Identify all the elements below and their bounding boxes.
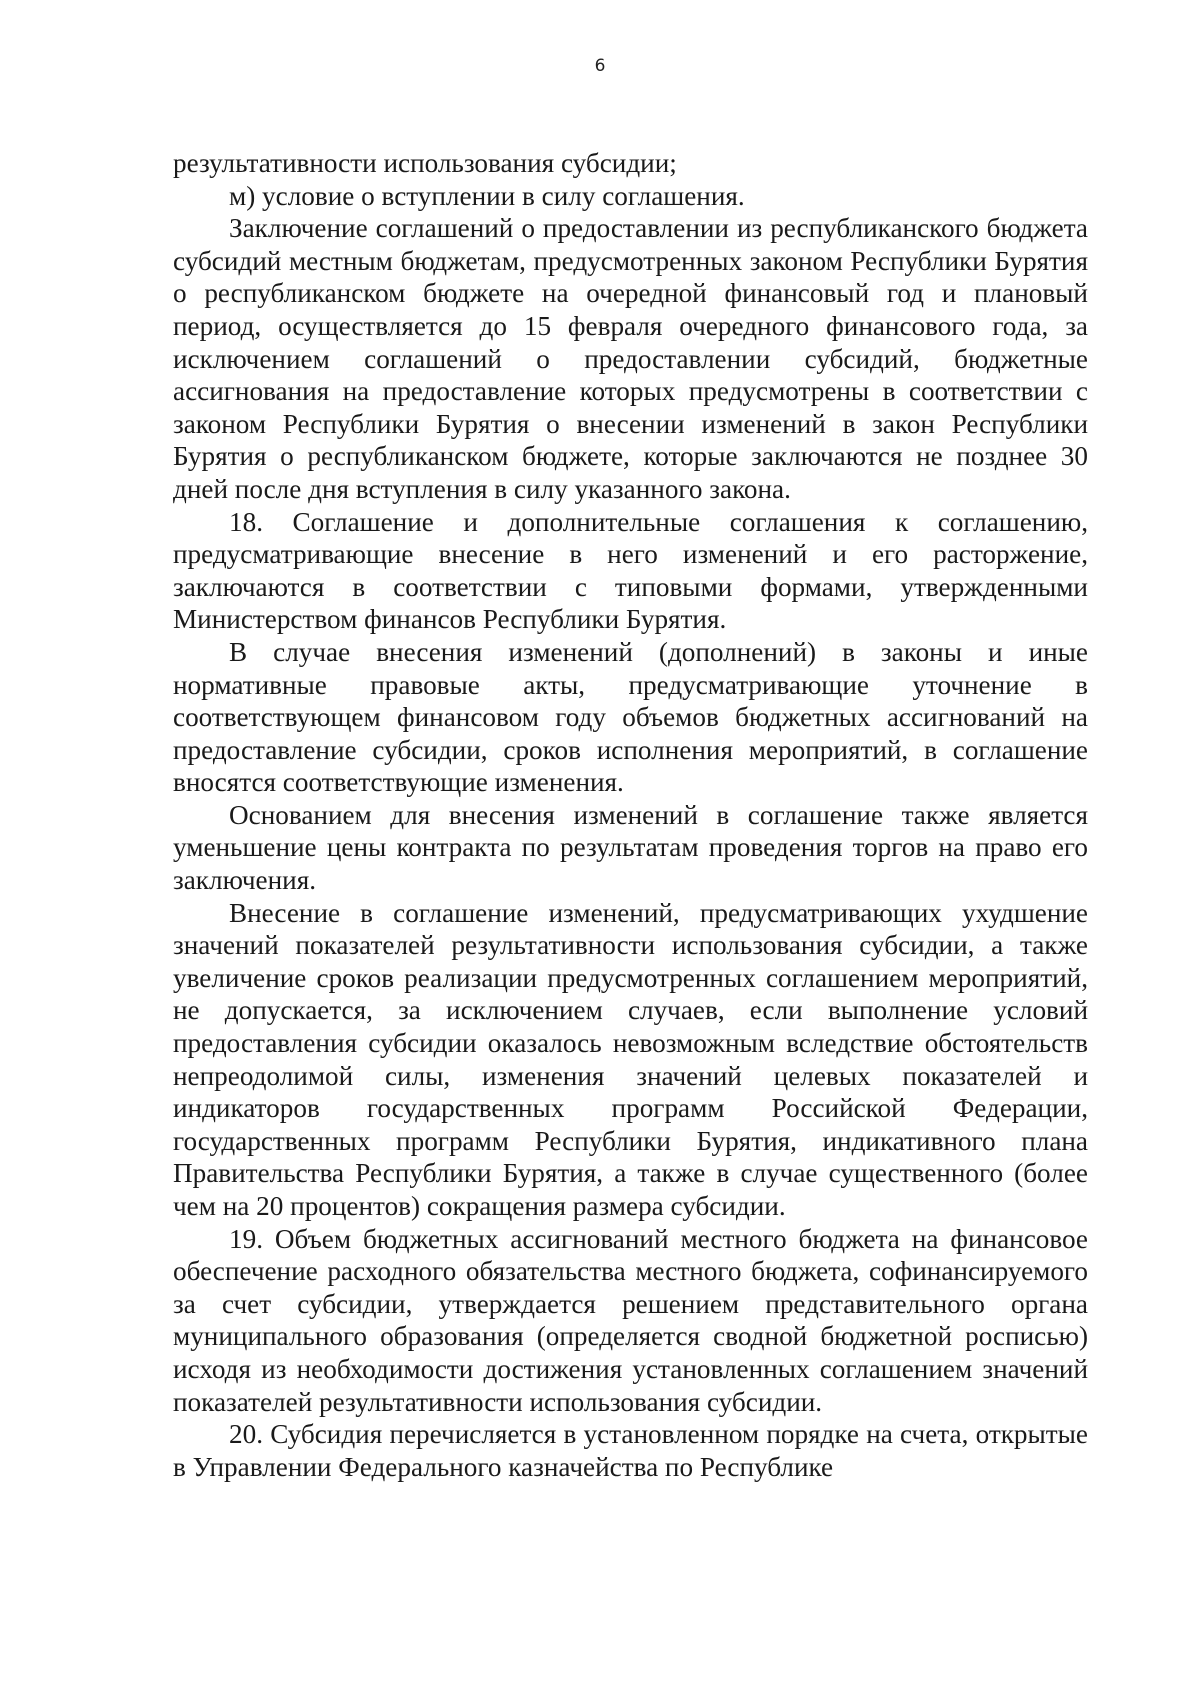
document-body [173, 147, 1088, 1483]
paragraph-continuation: результативности использования субсидии; [173, 148, 677, 178]
paragraph-amendments: В случае внесения изменений (дополнений) в законы и иные нормативные правовые акты, предусматривающие уточнение в соответствующем финансовом году объемов бюджетных ассигнований на предоставление субсидии, сроков исполнения мероприятий, в соглашение вносятся соответствующие изменения. [173, 636, 1088, 798]
paragraph-contract-price: Основанием для внесения изменений в соглашение также является уменьшение цены контракта по результатам проведения торгов на право его заключения. [173, 799, 1088, 896]
paragraph-restrictions: Внесение в соглашение изменений, предусматривающих ухудшение значений показателей результативности использования субсидии, а также увеличение сроков реализации предусмотренных соглашением мероприятий, не допускается, за исключением случаев, если выполнение условий предоставления субсидии оказалось невозможным вследствие обстоятельств непреодолимой силы, изменения значений целевых показателей и индикаторов государственных программ Российской Федерации, государственных программ Республики Бурятия, индикативного плана Правительства Республики Бурятия, а также в случае существенного (более чем на 20 процентов) сокращения размера субсидии. [173, 897, 1088, 1221]
paragraph-clause-19: 19. Объем бюджетных ассигнований местного бюджета на финансовое обеспечение расходного обязательства местного бюджета, софинансируемого за счет субсидии, утверждается решением представительного органа муниципального образования (определяется сводной бюджетной росписью) исходя из необходимости достижения установленных соглашением значений показателей результативности использования субсидии. [173, 1223, 1088, 1417]
paragraph-clause-20: 20. Субсидия перечисляется в установленном порядке на счета, открытые в Управлении Федерального казначейства по Республике [173, 1419, 1088, 1482]
paragraph-clause-18: 18. Соглашение и дополнительные соглашения к соглашению, предусматривающие внесение в него изменений и его расторжение, заключаются в соответствии с типовыми формами, утвержденными Министерством финансов Республики Бурятия. [173, 506, 1088, 635]
page-number: 6 [594, 56, 606, 76]
paragraph-agreement-deadline: Заключение соглашений о предоставлении из республиканского бюджета субсидий местным бюджетам, предусмотренных законом Республики Бурятия о республиканском бюджете на очередной финансовый год и плановый период, осуществляется до 15 февраля очередного финансового года, за исключением соглашений о предоставлении субсидий, бюджетные ассигнования на предоставление которых предусмотрены в соответствии с законом Республики Бурятия о внесении изменений в закон Республики Бурятия о республиканском бюджете, которые заключаются не позднее 30 дней после дня вступления в силу указанного закона. [173, 213, 1088, 504]
paragraph-item-m: м) условие о вступлении в силу соглашения. [229, 180, 745, 211]
